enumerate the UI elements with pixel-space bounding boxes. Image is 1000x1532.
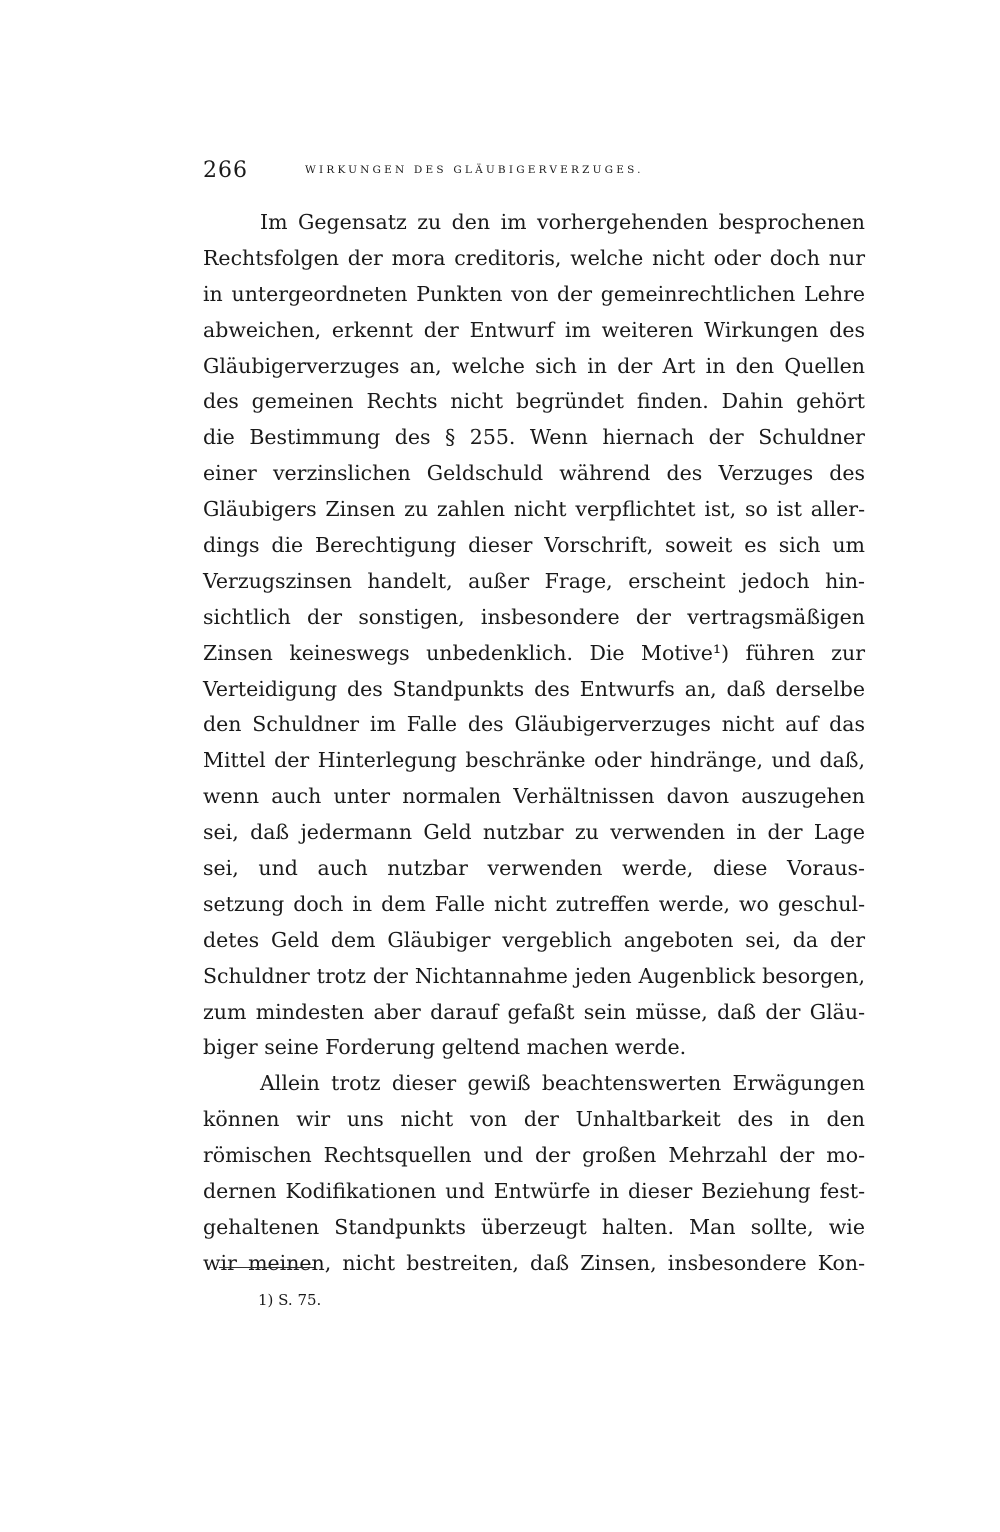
text-line: Im Gegensatz zu den im vorhergehenden besprochenen bbox=[260, 210, 865, 234]
text-line: abweichen, erkennt der Entwurf im weiteren Wirkungen des bbox=[203, 317, 865, 342]
text-line: den Schuldner im Falle des Gläubigerverzuges nicht auf das bbox=[203, 712, 865, 737]
footnote: 1) S. 75. bbox=[258, 1291, 322, 1309]
text-line: gehaltenen Standpunkts überzeugt halten. Man sollte, wie bbox=[203, 1214, 865, 1239]
body-text bbox=[203, 205, 865, 1282]
text-line: Allein trotz dieser gewiß beachtenswerten Erwägungen bbox=[260, 1071, 865, 1096]
text-line: sichtlich der sonstigen, insbesondere der vertragsmäßigen bbox=[203, 604, 865, 629]
running-title: WIRKUNGEN DES GLÄUBIGERVERZUGES. bbox=[305, 164, 644, 176]
text-line: sei, daß jedermann Geld nutzbar zu verwenden in der Lage bbox=[203, 820, 865, 845]
text-line: Schuldner trotz der Nichtannahme jeden Augenblick besorgen, bbox=[203, 963, 865, 988]
text-line: Verteidigung des Standpunkts des Entwurfs an, daß derselbe bbox=[203, 676, 865, 701]
text-line: Verzugszinsen handelt, außer Frage, erscheint jedoch hin- bbox=[203, 568, 865, 593]
text-line: Mittel der Hinterlegung beschränke oder hindränge, und daß, bbox=[203, 748, 865, 773]
text-line: sei, und auch nutzbar verwenden werde, diese Voraus- bbox=[203, 856, 865, 881]
text-line: Gläubigers Zinsen zu zahlen nicht verpflichtet ist, so ist aller- bbox=[203, 497, 865, 522]
text-line: römischen Rechtsquellen und der großen Mehrzahl der mo- bbox=[203, 1143, 865, 1168]
text-line: Zinsen keineswegs unbedenklich. Die Motive¹) führen zur bbox=[203, 640, 865, 665]
text-line: dernen Kodifikationen und Entwürfe in dieser Beziehung fest- bbox=[203, 1179, 865, 1204]
page-number: 266 bbox=[203, 158, 248, 183]
text-line: dings die Berechtigung dieser Vorschrift, soweit es sich um bbox=[203, 533, 865, 558]
text-line: biger seine Forderung geltend machen werde. bbox=[203, 1035, 687, 1060]
footnote-divider bbox=[219, 1267, 314, 1268]
text-line: die Bestimmung des § 255. Wenn hiernach der Schuldner bbox=[203, 425, 865, 450]
text-line: des gemeinen Rechts nicht begründet finden. Dahin gehört bbox=[203, 389, 865, 414]
text-line: Rechtsfolgen der mora creditoris, welche nicht oder doch nur bbox=[203, 245, 865, 270]
text-line: in untergeordneten Punkten von der gemeinrechtlichen Lehre bbox=[203, 281, 865, 306]
text-line: zum mindesten aber darauf gefaßt sein müsse, daß der Gläu- bbox=[203, 999, 865, 1024]
text-line: Gläubigerverzuges an, welche sich in der Art in den Quellen bbox=[203, 353, 865, 378]
text-line: wir meinen, nicht bestreiten, daß Zinsen, insbesondere Kon- bbox=[203, 1250, 865, 1275]
text-line: setzung doch in dem Falle nicht zutreffen werde, wo geschul- bbox=[203, 891, 865, 916]
text-line: können wir uns nicht von der Unhaltbarkeit des in den bbox=[203, 1107, 865, 1132]
text-line: einer verzinslichen Geldschuld während des Verzuges des bbox=[203, 461, 865, 486]
page-header bbox=[203, 158, 863, 188]
text-line: detes Geld dem Gläubiger vergeblich angeboten sei, da der bbox=[203, 927, 865, 952]
text-line: wenn auch unter normalen Verhältnissen davon auszugehen bbox=[203, 784, 865, 809]
